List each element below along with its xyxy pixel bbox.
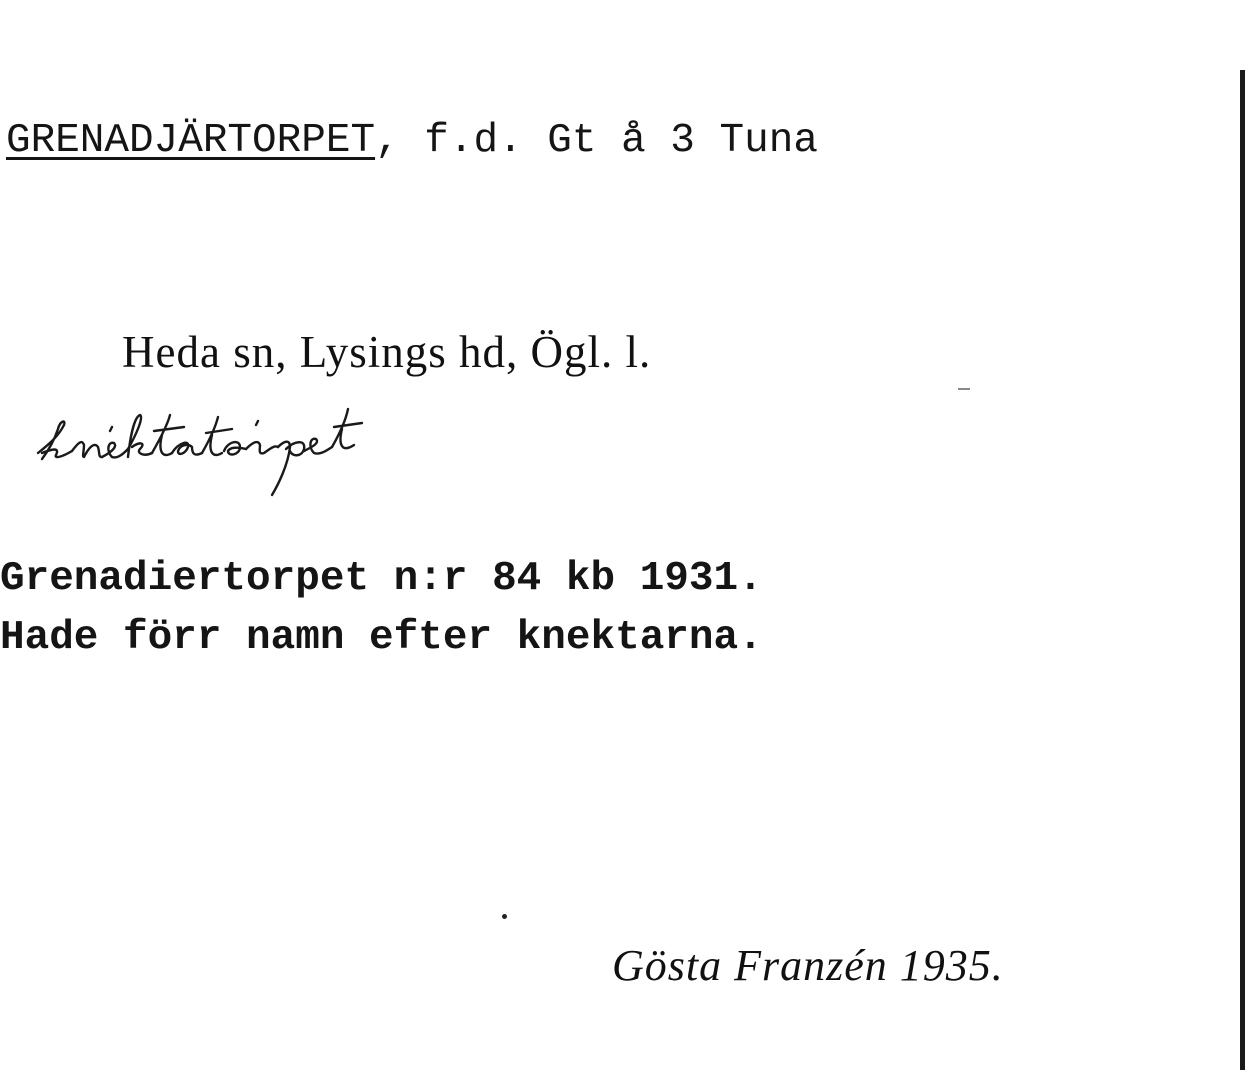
card-edge-line	[1240, 70, 1245, 1070]
title-details: , f.d. Gt å 3 Tuna	[375, 118, 818, 164]
note-line-2: Hade förr namn efter knektarna.	[0, 615, 763, 661]
signature: Gösta Franzén 1935.	[612, 941, 1004, 990]
handwritten-note	[28, 395, 568, 505]
card-title-line	[6, 118, 818, 164]
headword: GRENADJÄRTORPET	[6, 118, 376, 164]
ink-speck	[958, 388, 970, 390]
location-line: Heda sn, Lysings hd, Ögl. l.	[122, 327, 652, 377]
ink-speck	[502, 914, 507, 919]
note-line-1: Grenadiertorpet n:r 84 kb 1931.	[0, 556, 763, 602]
